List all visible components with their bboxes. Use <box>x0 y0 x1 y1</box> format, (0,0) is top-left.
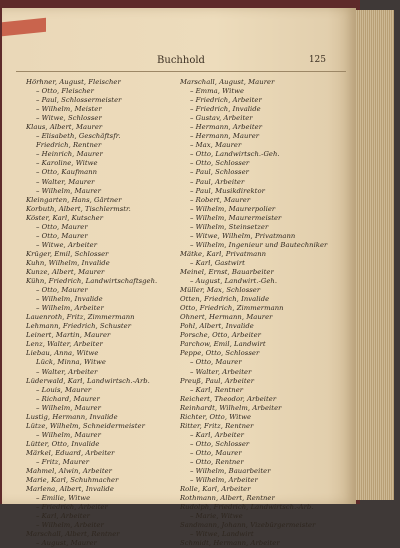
directory-entry: – Wilhelm, Arbeiter <box>36 304 104 313</box>
directory-entry: Märkel, Eduard, Arbeiter <box>26 448 115 457</box>
directory-entry: – Otto, Rentner <box>190 457 244 466</box>
directory-entry: Kühn, Friedrich, Landwirtschaftsgeh. <box>26 277 158 286</box>
directory-entry: – Wilhelm, Maurer <box>36 430 101 439</box>
directory-entry: Rothmann, Albert, Rentner <box>180 494 275 503</box>
directory-entry: – Paul, Musikdirektor <box>190 186 265 195</box>
directory-entry: – Otto, Maurer <box>36 222 88 231</box>
directory-entry: – Karl, Rentner <box>190 385 244 394</box>
directory-entry: Mahmel, Alwin, Arbeiter <box>26 467 112 476</box>
directory-entry: Leinert, Martin, Maurer <box>26 331 111 340</box>
directory-entry: – Otto, Schlosser <box>190 439 250 448</box>
directory-entry: Rudolph, Friedrich, Landwirtsch.-Arb. <box>180 503 314 512</box>
directory-entry: – Wilhelm, Maurerpolier <box>190 204 276 213</box>
directory-entry: – August, Maurer <box>36 539 97 548</box>
directory-entry: – Wilhelm, Invalide <box>36 295 103 304</box>
directory-entry: Korbuth, Albert, Tischlermstr. <box>26 204 131 213</box>
directory-entry: – Wilhelm, Arbeiter <box>190 476 258 485</box>
running-head: Buchhold <box>157 55 205 66</box>
directory-entry: Marie, Karl, Schuhmacher <box>26 476 119 485</box>
directory-entry: Ritter, Fritz, Rentner <box>180 421 254 430</box>
directory-entry: – Wilhelm, Bauarbeiter <box>190 467 271 476</box>
book-page <box>2 8 356 548</box>
directory-entry: Parchow, Emil, Landwirt <box>180 340 266 349</box>
directory-entry: Liebau, Anna, Witwe <box>26 349 99 358</box>
directory-entry: – Friedrich, Arbeiter <box>190 96 262 105</box>
directory-entry: – Max, Maurer <box>190 141 242 150</box>
directory-entry: – Walter, Arbeiter <box>190 367 252 376</box>
directory-entry: Otto, Friedrich, Zimmermann <box>180 304 284 313</box>
directory-entry: – Otto, Landwirtsch.-Geh. <box>190 150 280 159</box>
directory-entry: – Otto, Fleischer <box>36 87 94 96</box>
directory-entry: Meinel, Ernst, Bauarbeiter <box>180 267 274 276</box>
directory-entry: – Karl, Arbeiter <box>36 512 90 521</box>
page-edges <box>354 10 394 500</box>
directory-entry: – Karl, Gastwirt <box>190 258 245 267</box>
directory-entry: Lenz, Walter, Arbeiter <box>26 340 103 349</box>
directory-entry: Friedrich, Rentner <box>36 141 102 150</box>
directory-entry: – Emilie, Witwe <box>36 494 91 503</box>
directory-entry: – Marie, Witwe <box>190 512 243 521</box>
directory-entry: – Louis, Maurer <box>36 385 92 394</box>
directory-entry: Köster, Karl, Kutscher <box>26 213 104 222</box>
directory-entry: Pohl, Albert, Invalide <box>180 322 254 331</box>
directory-entry: – Richard, Maurer <box>36 394 100 403</box>
directory-entry: Lück, Minna, Witwe <box>36 358 106 367</box>
directory-entry: Peppe, Otto, Schlosser <box>180 349 260 358</box>
directory-entry: Lustig, Hermann, Invalide <box>26 412 118 421</box>
directory-entry: Rolle, Karl, Arbeiter <box>180 485 251 494</box>
directory-entry: Müller, Max, Schlosser <box>180 286 261 295</box>
directory-entry: – Karl, Arbeiter <box>190 430 244 439</box>
directory-entry: Lütter, Otto, Invalide <box>26 439 100 448</box>
left-column <box>26 78 184 548</box>
directory-entry: – Witwe, Landwirt <box>190 530 254 539</box>
directory-entry: – Otto, Kaufmann <box>36 168 98 177</box>
directory-entry: – Robert, Maurer <box>190 195 251 204</box>
page-header <box>16 55 346 72</box>
directory-entry: – Emma, Witwe <box>190 87 245 96</box>
directory-entry: Klaus, Albert, Maurer <box>26 123 103 132</box>
page-number: 125 <box>308 55 326 65</box>
directory-entry: Sandmann, Johann, Vizebürgermeister <box>180 521 316 530</box>
directory-entry: – Paul, Arbeiter <box>190 177 245 186</box>
directory-entry: Reinhardt, Wilhelm, Arbeiter <box>180 403 282 412</box>
directory-entry: Porsche, Otto, Arbeiter <box>180 331 261 340</box>
directory-entry: Preuß, Paul, Arbeiter <box>180 376 255 385</box>
directory-entry: Lütze, Wilhelm, Schneidermeister <box>26 421 145 430</box>
directory-entry: Mätke, Karl, Privatmann <box>180 249 267 258</box>
directory-entry: Otten, Friedrich, Invalide <box>180 295 270 304</box>
directory-entry: – Paul, Schlosser <box>190 168 249 177</box>
directory-entry: Richter, Otto, Witwe <box>180 412 252 421</box>
directory-entry: – Otto, Maurer <box>190 358 242 367</box>
directory-entry: Kunze, Albert, Maurer <box>26 267 105 276</box>
directory-entry: – Hermann, Maurer <box>190 132 260 141</box>
directory-entry: – Witwe, Arbeiter <box>36 240 98 249</box>
directory-entry: – Walter, Arbeiter <box>36 367 98 376</box>
directory-entry: – Witwe, Schlosser <box>36 114 102 123</box>
directory-entry: – Friedrich, Invalide <box>190 105 261 114</box>
directory-entry: Kleingarten, Hans, Gärtner <box>26 195 122 204</box>
directory-entry: – Karoline, Witwe <box>36 159 98 168</box>
directory-entry: – Wilhelm, Maurer <box>36 186 101 195</box>
directory-entry: – Gustav, Arbeiter <box>190 114 253 123</box>
directory-entry: – Walter, Maurer <box>36 177 95 186</box>
directory-entry: – Friedrich, Arbeiter <box>36 503 108 512</box>
directory-entry: Reichert, Theodor, Arbeiter <box>180 394 277 403</box>
directory-entry: Lüderwald, Karl, Landwirtsch.-Arb. <box>26 376 150 385</box>
directory-entry: Marlena, Albert, Invalide <box>26 485 114 494</box>
directory-entry: – August, Landwirt.-Geh. <box>190 277 278 286</box>
directory-entry: – Fritz, Maurer <box>36 457 89 466</box>
right-column <box>180 78 338 548</box>
directory-entry: – Witwe, Wilhelm, Privatmann <box>190 231 296 240</box>
directory-entry: – Hermann, Arbeiter <box>190 123 262 132</box>
directory-entry: Lehmann, Friedrich, Schuster <box>26 322 132 331</box>
directory-entry: – Wilhelm, Maurer <box>36 403 101 412</box>
directory-entry: – Wilhelm, Steinsetzer <box>190 222 269 231</box>
directory-entry: Ohnert, Hermann, Maurer <box>180 313 273 322</box>
directory-entry: – Wilhelm, Ingenieur und Bautechniker <box>190 240 328 249</box>
directory-entry: – Otto, Maurer <box>190 448 242 457</box>
directory-entry: Hörhner, August, Fleischer <box>26 78 121 86</box>
directory-entry: Marschall, August, Maurer <box>180 78 275 86</box>
directory-entry: – Wilhelm, Arbeiter <box>36 521 104 530</box>
directory-entry: – Wilhelm, Maurermeister <box>190 213 282 222</box>
directory-entry: – Heinrich, Maurer <box>36 150 103 159</box>
directory-entry: – Elisabeth, Geschäftsfr. <box>36 132 121 141</box>
directory-entry: Schmidt, Hermann, Arbeiter <box>180 539 280 548</box>
directory-entry: – Otto, Maurer <box>36 286 88 295</box>
directory-entry: – Paul, Schlossermeister <box>36 96 122 105</box>
directory-entry: – Otto, Maurer <box>36 231 88 240</box>
directory-entry: Kuhn, Wilhelm, Invalide <box>26 258 110 267</box>
directory-entry: Marschall, Albert, Rentner <box>26 530 120 539</box>
directory-entry: Krüger, Emil, Schlosser <box>26 249 109 258</box>
red-bookmark-tab <box>2 18 46 37</box>
directory-entry: – Wilhelm, Meister <box>36 105 102 114</box>
directory-entry: – Otto, Schlosser <box>190 159 250 168</box>
directory-entry: Lauenroth, Fritz, Zimmermann <box>26 313 135 322</box>
